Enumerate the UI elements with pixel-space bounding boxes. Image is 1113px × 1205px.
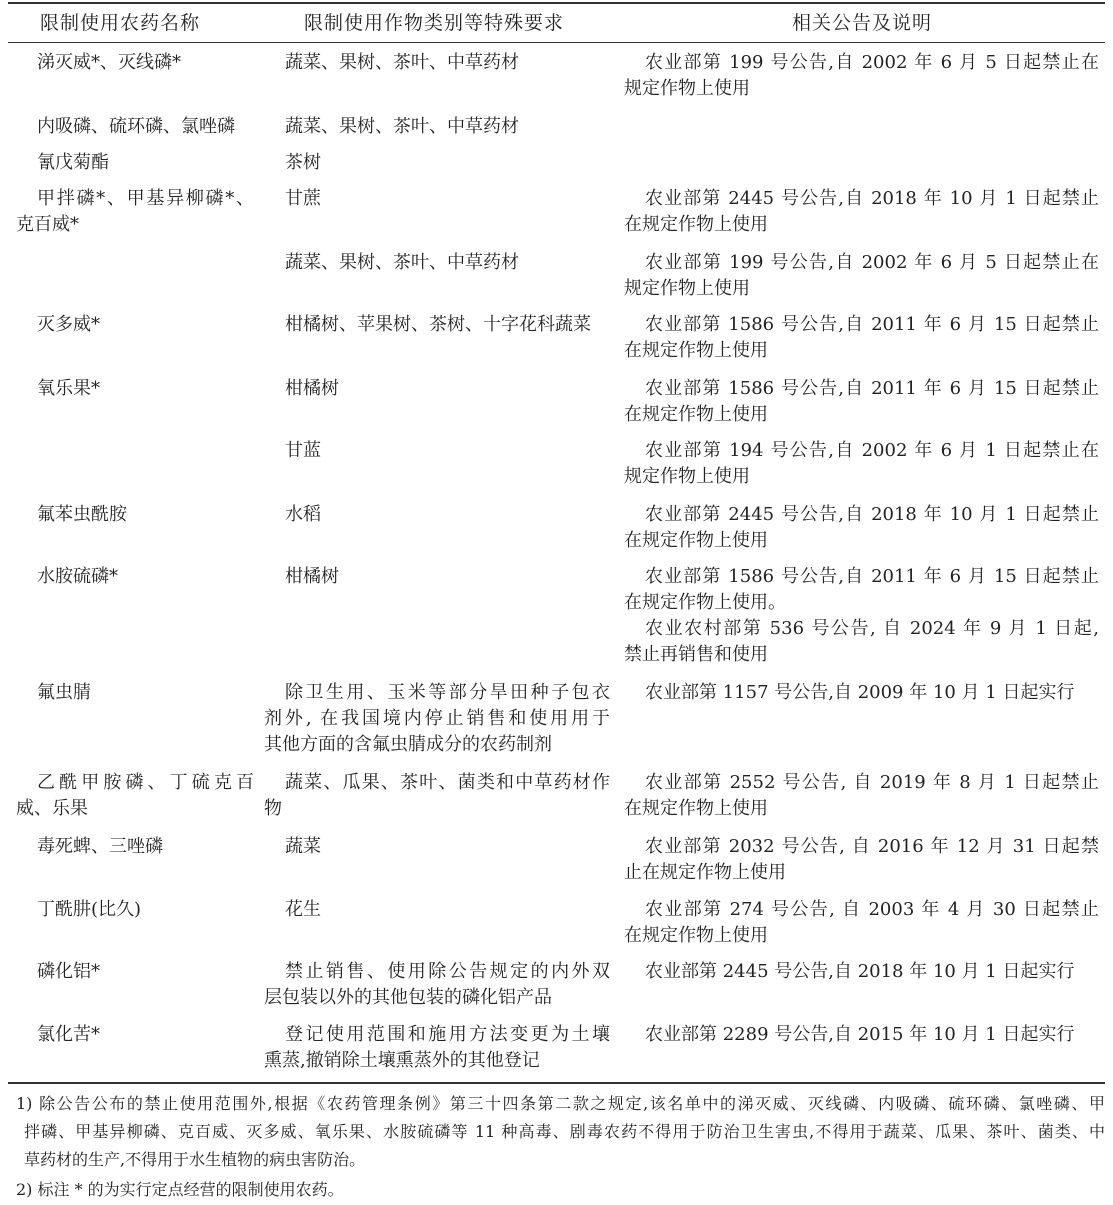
crop-requirement-line: 剂外, 在我国境内停止销售和使用用于 bbox=[264, 708, 610, 729]
pesticide-name-line: 毒死蜱、三唑磷 bbox=[37, 836, 163, 857]
crop-requirement-line: 蔬菜 bbox=[285, 836, 321, 857]
crop-requirement-line: 水稻 bbox=[285, 504, 321, 525]
pesticide-name-cell bbox=[16, 564, 254, 590]
table-footnotes bbox=[16, 1090, 1105, 1204]
crop-requirement-cell bbox=[264, 376, 610, 402]
crop-requirement-cell bbox=[264, 1022, 610, 1074]
notice-line: 农业部第 199 号公告,自 2002 年 6 月 5 日起禁止在 bbox=[645, 52, 1099, 73]
pesticide-name-line: 甲拌磷*、甲基异柳磷*、 bbox=[37, 188, 254, 209]
crop-requirement-line: 茶树 bbox=[285, 152, 321, 173]
pesticide-name-line: 内吸磷、硫环磷、氯唑磷 bbox=[37, 116, 235, 137]
notice-line: 农业部第 2289 号公告,自 2015 年 10 月 1 日起实行 bbox=[645, 1024, 1075, 1045]
notice-line: 在规定作物上使用 bbox=[624, 798, 768, 819]
table-top-rule bbox=[8, 2, 1105, 4]
crop-requirement-line: 禁止销售、使用除公告规定的内外双 bbox=[285, 961, 610, 982]
crop-requirement-line: 蔬菜、果树、茶叶、中草药材 bbox=[285, 52, 519, 73]
notice-line: 规定作物上使用 bbox=[624, 466, 750, 487]
pesticide-name-line: 乙酰甲胺磷、丁硫克百 bbox=[37, 772, 254, 793]
notice-line: 农业部第 1586 号公告,自 2011 年 6 月 15 日起禁止 bbox=[645, 378, 1099, 399]
crop-requirement-cell bbox=[264, 250, 610, 276]
footnote-line: 草药材的生产,不得用于水生植物的病虫害防治。 bbox=[24, 1150, 366, 1169]
pesticide-name-line: 灭多威* bbox=[37, 314, 100, 335]
notice-description-cell bbox=[624, 564, 1099, 668]
notice-description-cell bbox=[624, 186, 1099, 238]
notice-line: 在规定作物上使用 bbox=[624, 404, 768, 425]
notice-line: 止在规定作物上使用 bbox=[624, 862, 786, 883]
notice-line: 在规定作物上使用 bbox=[624, 530, 768, 551]
notice-description-cell bbox=[624, 959, 1099, 985]
pesticide-name-cell bbox=[16, 114, 254, 140]
pesticide-name-line: 氟虫腈 bbox=[37, 682, 91, 703]
footnote-2 bbox=[16, 1176, 1105, 1204]
table-header-rule bbox=[8, 42, 1105, 43]
header-notice-description: 相关公告及说明 bbox=[792, 12, 933, 34]
notice-line: 禁止再销售和使用 bbox=[624, 644, 768, 665]
crop-requirement-cell bbox=[264, 150, 610, 176]
header-crop-requirements: 限制使用作物类别等特殊要求 bbox=[304, 12, 565, 34]
notice-description-cell bbox=[624, 834, 1099, 886]
notice-line: 农业部第 2445 号公告,自 2018 年 10 月 1 日起实行 bbox=[645, 961, 1075, 982]
notice-line: 农业部第 194 号公告,自 2002 年 6 月 1 日起禁止在 bbox=[645, 440, 1099, 461]
notice-line: 在规定作物上使用 bbox=[624, 214, 768, 235]
notice-description-cell bbox=[624, 376, 1099, 428]
crop-requirement-line: 熏蒸,撤销除土壤熏蒸外的其他登记 bbox=[264, 1050, 540, 1071]
notice-line: 规定作物上使用 bbox=[624, 278, 750, 299]
notice-description-cell bbox=[624, 897, 1099, 949]
pesticide-name-cell bbox=[16, 312, 254, 338]
crop-requirement-line: 柑橘树、苹果树、茶树、十字花科蔬菜 bbox=[285, 314, 591, 335]
crop-requirement-line: 甘蔗 bbox=[285, 188, 321, 209]
notice-description-cell bbox=[624, 50, 1099, 102]
footnote-line: 2) 标注 * 的为实行定点经营的限制使用农药。 bbox=[16, 1180, 344, 1199]
pesticide-name-cell bbox=[16, 50, 254, 76]
crop-requirement-cell bbox=[264, 959, 610, 1011]
footnote-line: 1) 除公告公布的禁止使用范围外,根据《农药管理条例》第三十四条第二款之规定,该名单中的涕灭威、灭线磷、内吸磷、硫环磷、氯唑磷、甲 bbox=[16, 1094, 1105, 1113]
crop-requirement-line: 蔬菜、果树、茶叶、中草药材 bbox=[285, 116, 519, 137]
pesticide-name-line: 磷化铝* bbox=[37, 961, 100, 982]
notice-description-cell bbox=[624, 1022, 1099, 1048]
notice-line: 农业部第 2445 号公告,自 2018 年 10 月 1 日起禁止 bbox=[645, 504, 1099, 525]
crop-requirement-cell bbox=[264, 502, 610, 528]
crop-requirement-cell bbox=[264, 897, 610, 923]
crop-requirement-line: 登记使用范围和施用方法变更为土壤 bbox=[285, 1024, 610, 1045]
notice-line: 农业部第 199 号公告,自 2002 年 6 月 5 日起禁止在 bbox=[645, 252, 1099, 273]
pesticide-name-cell bbox=[16, 680, 254, 706]
table-bottom-rule bbox=[8, 1082, 1105, 1084]
crop-requirement-line: 柑橘树 bbox=[285, 566, 339, 587]
notice-description-cell bbox=[624, 680, 1099, 706]
notice-line: 规定作物上使用 bbox=[624, 78, 750, 99]
crop-requirement-line: 蔬菜、瓜果、茶叶、菌类和中草药材作 bbox=[285, 772, 610, 793]
notice-description-cell bbox=[624, 250, 1099, 302]
pesticide-name-cell bbox=[16, 897, 254, 923]
pesticide-name-cell bbox=[16, 959, 254, 985]
pesticide-name-cell bbox=[16, 150, 254, 176]
crop-requirement-line: 层包装以外的其他包装的磷化铝产品 bbox=[264, 987, 552, 1008]
crop-requirement-line: 物 bbox=[264, 798, 282, 819]
notice-line: 农业部第 2445 号公告,自 2018 年 10 月 1 日起禁止 bbox=[645, 188, 1099, 209]
notice-description-cell bbox=[624, 438, 1099, 490]
notice-line: 农业部第 1586 号公告,自 2011 年 6 月 15 日起禁止 bbox=[645, 566, 1099, 587]
pesticide-name-line: 丁酰肼(比久) bbox=[37, 899, 142, 920]
crop-requirement-cell bbox=[264, 438, 610, 464]
crop-requirement-cell bbox=[264, 312, 610, 338]
footnote-line: 拌磷、甲基异柳磷、克百威、灭多威、氧乐果、水胺硫磷等 11 种高毒、剧毒农药不得用于防治卫生害虫,不得用于蔬菜、瓜果、茶叶、菌类、中 bbox=[24, 1122, 1105, 1141]
notice-line: 农业部第 2032 号公告, 自 2016 年 12 月 31 日起禁 bbox=[645, 836, 1099, 857]
notice-description-cell bbox=[624, 502, 1099, 554]
notice-line: 在规定作物上使用 bbox=[624, 340, 768, 361]
notice-line: 农业部第 1586 号公告,自 2011 年 6 月 15 日起禁止 bbox=[645, 314, 1099, 335]
crop-requirement-cell bbox=[264, 834, 610, 860]
pesticide-name-line: 氰戊菊酯 bbox=[37, 152, 109, 173]
crop-requirement-line: 其他方面的含氟虫腈成分的农药制剂 bbox=[264, 734, 552, 755]
crop-requirement-cell bbox=[264, 770, 610, 822]
pesticide-name-line: 氯化苦* bbox=[37, 1024, 100, 1045]
notice-description-cell bbox=[624, 770, 1099, 822]
pesticide-name-cell bbox=[16, 1022, 254, 1048]
crop-requirement-line: 甘蓝 bbox=[285, 440, 321, 461]
crop-requirement-cell bbox=[264, 680, 610, 758]
pesticide-name-line: 威、乐果 bbox=[16, 798, 88, 819]
crop-requirement-line: 除卫生用、玉米等部分旱田种子包衣 bbox=[285, 682, 610, 703]
pesticide-name-cell bbox=[16, 376, 254, 402]
pesticide-name-line: 涕灭威*、灭线磷* bbox=[37, 52, 181, 73]
pesticide-name-cell bbox=[16, 186, 254, 238]
header-pesticide-name: 限制使用农药名称 bbox=[40, 12, 201, 34]
crop-requirement-cell bbox=[264, 186, 610, 212]
notice-line: 在规定作物上使用。 bbox=[624, 592, 786, 613]
notice-line: 农业部第 274 号公告, 自 2003 年 4 月 30 日起禁止 bbox=[645, 899, 1099, 920]
crop-requirement-line: 柑橘树 bbox=[285, 378, 339, 399]
crop-requirement-cell bbox=[264, 564, 610, 590]
pesticide-name-line: 氧乐果* bbox=[37, 378, 100, 399]
notice-line: 农业农村部第 536 号公告, 自 2024 年 9 月 1 日起, bbox=[645, 618, 1099, 639]
footnote-1 bbox=[16, 1090, 1105, 1174]
pesticide-name-cell bbox=[16, 834, 254, 860]
notice-line: 在规定作物上使用 bbox=[624, 925, 768, 946]
pesticide-name-line: 水胺硫磷* bbox=[37, 566, 118, 587]
notice-line: 农业部第 1157 号公告,自 2009 年 10 月 1 日起实行 bbox=[645, 682, 1075, 703]
notice-description-cell bbox=[624, 312, 1099, 364]
pesticide-name-cell bbox=[16, 502, 254, 528]
crop-requirement-line: 蔬菜、果树、茶叶、中草药材 bbox=[285, 252, 519, 273]
pesticide-name-line: 克百威* bbox=[16, 214, 79, 235]
notice-line: 农业部第 2552 号公告, 自 2019 年 8 月 1 日起禁止 bbox=[645, 772, 1099, 793]
crop-requirement-cell bbox=[264, 50, 610, 76]
pesticide-name-line: 氟苯虫酰胺 bbox=[37, 504, 127, 525]
crop-requirement-cell bbox=[264, 114, 610, 140]
pesticide-name-cell bbox=[16, 770, 254, 822]
crop-requirement-line: 花生 bbox=[285, 899, 321, 920]
